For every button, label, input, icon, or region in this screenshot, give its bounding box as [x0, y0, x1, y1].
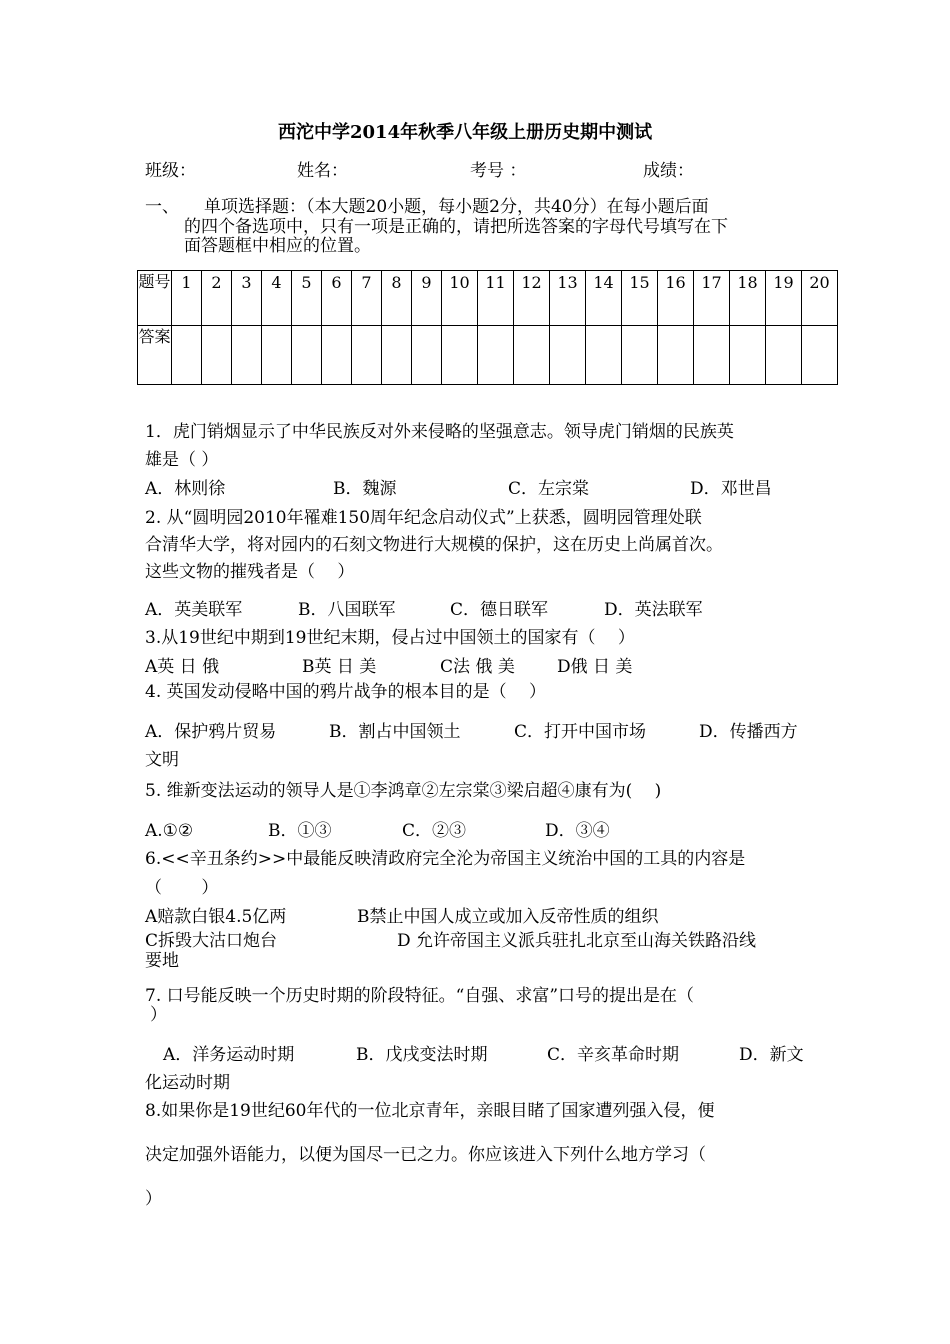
question-number-cell: 20: [802, 271, 838, 326]
answer-cell[interactable]: [412, 326, 442, 385]
question-1-text: 1．虎门销烟显示了中华民族反对外来侵略的坚强意志。领导虎门销烟的民族英: [145, 422, 734, 442]
question-4-option-b: B．割占中国领土: [329, 722, 461, 742]
question-6-option-c: C拆毁大沽口炮台: [145, 931, 278, 951]
question-number-cell: 16: [658, 271, 694, 326]
exam-number-field-label: 考号 ：: [470, 161, 527, 181]
question-4-option-a: A．保护鸦片贸易: [145, 722, 277, 742]
question-number-cell: 19: [766, 271, 802, 326]
question-6-text: （ ）: [145, 878, 219, 898]
answer-cell[interactable]: [322, 326, 352, 385]
answer-cell[interactable]: [382, 326, 412, 385]
name-field-label: 姓名：: [297, 161, 348, 181]
question-5-option-a: A.①②: [145, 821, 194, 841]
question-3-option-d: D俄 日 美: [557, 657, 633, 677]
question-1-option-a: A．林则徐: [145, 479, 226, 499]
question-2-option-a: A．英美联军: [145, 600, 243, 620]
question-2-option-b: B．八国联军: [298, 600, 396, 620]
answer-cell[interactable]: [202, 326, 232, 385]
question-7-option-b: B．戊戌变法时期: [356, 1045, 488, 1065]
answer-cell[interactable]: [442, 326, 478, 385]
question-number-cell: 15: [622, 271, 658, 326]
question-number-cell: 14: [586, 271, 622, 326]
question-7-option-c: C．辛亥革命时期: [547, 1045, 680, 1065]
question-number-cell: 13: [550, 271, 586, 326]
answer-cell[interactable]: [802, 326, 838, 385]
question-3-option-b: B英 日 美: [302, 657, 377, 677]
row-label-question-number: 题号: [138, 271, 172, 326]
answer-cell[interactable]: [352, 326, 382, 385]
question-1-option-d: D．邓世昌: [690, 479, 772, 499]
question-number-cell: 8: [382, 271, 412, 326]
answer-cell[interactable]: [262, 326, 292, 385]
question-number-cell: 12: [514, 271, 550, 326]
question-3-option-c: C法 俄 美: [440, 657, 515, 677]
question-1-option-c: C．左宗棠: [508, 479, 590, 499]
answer-cell[interactable]: [658, 326, 694, 385]
question-7-option-a: A．洋务运动时期: [163, 1045, 295, 1065]
question-2-option-c: C．德日联军: [450, 600, 549, 620]
answer-cell[interactable]: [694, 326, 730, 385]
question-number-cell: 4: [262, 271, 292, 326]
question-6-option-b: B禁止中国人成立或加入反帝性质的组织: [357, 907, 659, 927]
answer-table: [137, 270, 838, 385]
question-number-row: [138, 271, 838, 326]
page-title: 西沱中学2014年秋季八年级上册历史期中测试: [278, 122, 653, 143]
question-number-cell: 17: [694, 271, 730, 326]
question-3-text: 3.从19世纪中期到19世纪末期，侵占过中国领土的国家有（ ）: [145, 628, 635, 648]
answer-cell[interactable]: [766, 326, 802, 385]
section-instructions-line: 单项选择题：（本大题20小题，每小题2分，共40分）在每小题后面: [204, 197, 709, 217]
question-3-option-a: A英 日 俄: [145, 657, 220, 677]
question-8-text: 决定加强外语能力，以便为国尽一已之力。你应该进入下列什么地方学习（: [145, 1145, 706, 1165]
question-number-cell: 3: [232, 271, 262, 326]
question-number-cell: 6: [322, 271, 352, 326]
question-number-cell: 10: [442, 271, 478, 326]
question-4-text-continued: 文明: [145, 750, 179, 770]
question-6-text: 6.<<辛丑条约>>中最能反映清政府完全沦为帝国主义统治中国的工具的内容是: [145, 849, 746, 869]
question-number-cell: 9: [412, 271, 442, 326]
question-8-text: ）: [145, 1189, 162, 1209]
answer-cell[interactable]: [172, 326, 202, 385]
question-2-text: 2. 从“圆明园2010年罹难150周年纪念启动仪式”上获悉，圆明园管理处联: [145, 508, 702, 528]
question-5-option-d: D．③④: [545, 821, 610, 841]
question-4-text: 4. 英国发动侵略中国的鸦片战争的根本目的是（ ）: [145, 682, 547, 702]
question-7-option-d: D．新文: [739, 1045, 804, 1065]
question-5-option-c: C．②③: [402, 821, 467, 841]
section-number: 一、: [145, 197, 179, 217]
question-2-text: 合清华大学，将对园内的石刻文物进行大规模的保护，这在历史上尚属首次。: [145, 535, 723, 555]
question-7-text: ）: [150, 1005, 167, 1025]
answer-cell[interactable]: [478, 326, 514, 385]
question-1-text: 雄是（ ）: [145, 450, 219, 470]
answer-row: [138, 326, 838, 385]
question-number-cell: 11: [478, 271, 514, 326]
score-field-label: 成绩：: [643, 161, 694, 181]
section-instructions-line: 的四个备选项中，只有一项是正确的，请把所选答案的字母代号填写在下: [184, 217, 728, 237]
answer-cell[interactable]: [550, 326, 586, 385]
question-5-text: 5. 维新变法运动的领导人是①李鸿章②左宗棠③梁启超④康有为( ): [145, 781, 662, 801]
row-label-answer: 答案: [138, 326, 172, 385]
answer-cell[interactable]: [586, 326, 622, 385]
question-number-cell: 5: [292, 271, 322, 326]
question-2-option-d: D．英法联军: [604, 600, 703, 620]
question-8-text: 8.如果你是19世纪60年代的一位北京青年，亲眼目睹了国家遭列强入侵，便: [145, 1101, 715, 1121]
answer-cell[interactable]: [292, 326, 322, 385]
question-6-option-d: D 允许帝国主义派兵驻扎北京至山海关铁路沿线: [397, 931, 757, 951]
question-7-text: 7. 口号能反映一个历史时期的阶段特征。“自强、求富”口号的提出是在（: [145, 986, 695, 1006]
answer-cell[interactable]: [514, 326, 550, 385]
question-1-option-b: B．魏源: [333, 479, 397, 499]
question-2-text: 这些文物的摧残者是（ ）: [145, 562, 355, 582]
question-6-option-d-continued: 要地: [145, 951, 179, 971]
question-5-option-b: B．①③: [268, 821, 332, 841]
answer-cell[interactable]: [622, 326, 658, 385]
answer-cell[interactable]: [232, 326, 262, 385]
section-instructions-line: 面答题框中相应的位置。: [184, 236, 371, 256]
question-number-cell: 1: [172, 271, 202, 326]
question-number-cell: 18: [730, 271, 766, 326]
question-number-cell: 2: [202, 271, 232, 326]
question-4-option-d: D．传播西方: [699, 722, 798, 742]
question-7-text-continued: 化运动时期: [145, 1073, 230, 1093]
answer-cell[interactable]: [730, 326, 766, 385]
question-number-cell: 7: [352, 271, 382, 326]
question-4-option-c: C．打开中国市场: [514, 722, 647, 742]
class-field-label: 班级：: [145, 161, 196, 181]
question-6-option-a: A赔款白银4.5亿两: [145, 907, 287, 927]
